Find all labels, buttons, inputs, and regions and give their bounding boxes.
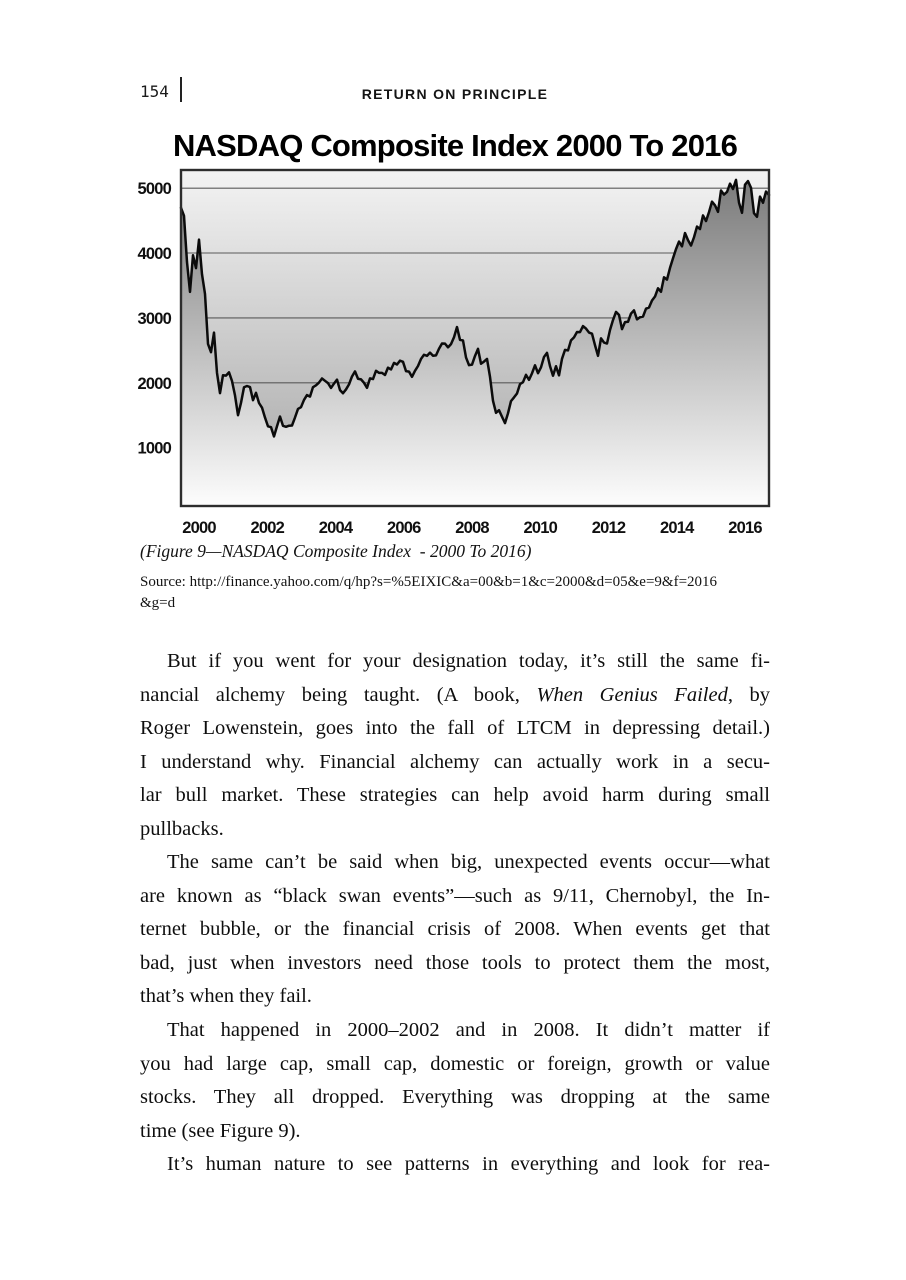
figure-source-line2: &g=d bbox=[140, 595, 176, 611]
x-tick-label: 2016 bbox=[728, 519, 762, 537]
body-line-text: The same can’t be said when big, unexpected events occur—what bbox=[167, 851, 770, 874]
body-line-text: , by bbox=[727, 683, 771, 706]
body-line bbox=[140, 880, 770, 914]
x-tick-label: 2006 bbox=[387, 519, 421, 537]
figure-caption: (Figure 9—NASDAQ Composite Index - 2000 To 2016) bbox=[140, 541, 532, 561]
body-line bbox=[140, 712, 770, 746]
body-line-text: ternet bubble, or the financial crisis of 2008. When events get that bbox=[140, 918, 770, 941]
body-line-text: bad, just when investors need those tools to protect them the most, bbox=[140, 951, 770, 974]
body-line-text: That happened in 2000–2002 and in 2008. It didn’t matter if bbox=[167, 1019, 770, 1042]
running-head: RETURN ON PRINCIPLE bbox=[361, 86, 549, 102]
x-tick-label: 2004 bbox=[318, 519, 353, 537]
body-line bbox=[140, 1048, 770, 1082]
body-line bbox=[140, 846, 770, 880]
body-line-text: that’s when they fail. bbox=[140, 985, 312, 1008]
body-line-text: are known as “black swan events”—such as 9/11, Chernobyl, the In- bbox=[140, 884, 770, 907]
body-line bbox=[140, 1148, 770, 1182]
body-line-text: Roger Lowenstein, goes into the fall of LTCM in depressing detail.) bbox=[140, 717, 770, 740]
body-line bbox=[140, 1115, 770, 1149]
chart-title: NASDAQ Composite Index 2000 To 2016 bbox=[172, 128, 738, 163]
body-line bbox=[140, 947, 770, 981]
body-line bbox=[140, 813, 770, 847]
x-tick-label: 2002 bbox=[250, 519, 285, 537]
body-line bbox=[140, 679, 770, 713]
y-axis-labels bbox=[137, 180, 171, 457]
y-tick-label: 4000 bbox=[137, 245, 171, 263]
body-line bbox=[140, 746, 770, 780]
x-tick-label: 2014 bbox=[660, 519, 694, 537]
body-text bbox=[140, 645, 770, 1182]
body-line bbox=[140, 1014, 770, 1048]
y-tick-label: 2000 bbox=[137, 374, 171, 393]
x-axis-labels bbox=[182, 519, 762, 537]
body-line-text: nancial alchemy being taught. (A book, bbox=[140, 683, 537, 706]
body-line bbox=[140, 1081, 770, 1115]
nasdaq-area-chart bbox=[130, 166, 792, 548]
body-line-text: pullbacks. bbox=[140, 817, 224, 840]
figure-9-chart bbox=[130, 166, 792, 553]
y-tick-label: 1000 bbox=[137, 439, 171, 458]
x-tick-label: 2012 bbox=[591, 519, 626, 537]
y-tick-label: 5000 bbox=[137, 180, 171, 199]
body-line bbox=[140, 645, 770, 679]
body-line-text: time (see Figure 9). bbox=[140, 1119, 301, 1142]
body-line bbox=[140, 779, 770, 813]
body-line-text: stocks. They all dropped. Everything was dropping at the same bbox=[140, 1086, 770, 1109]
x-tick-label: 2010 bbox=[523, 519, 558, 537]
y-tick-label: 3000 bbox=[137, 309, 171, 328]
body-line-text: lar bull market. These strategies can help avoid harm during small bbox=[140, 784, 770, 807]
body-line bbox=[140, 980, 770, 1014]
body-line-text: It’s human nature to see patterns in everything and look for rea- bbox=[167, 1153, 770, 1176]
body-line bbox=[140, 913, 770, 947]
x-tick-label: 2000 bbox=[182, 519, 216, 537]
body-line-text: you had large cap, small cap, domestic or foreign, growth or value bbox=[140, 1052, 770, 1075]
figure-source-line1: Source: http://finance.yahoo.com/q/hp?s=%5EIXIC&a=00&b=1&c=2000&d=05&e=9&f=2016 bbox=[140, 574, 718, 590]
figure-source bbox=[140, 572, 780, 614]
body-line-text: I understand why. Financial alchemy can actually work in a secu- bbox=[140, 750, 770, 773]
page-number: 154 bbox=[140, 81, 169, 101]
x-tick-label: 2008 bbox=[455, 519, 489, 537]
book-title-italic: When Genius Failed bbox=[536, 683, 728, 706]
body-line-text: But if you went for your designation today, it’s still the same fi- bbox=[167, 650, 770, 672]
